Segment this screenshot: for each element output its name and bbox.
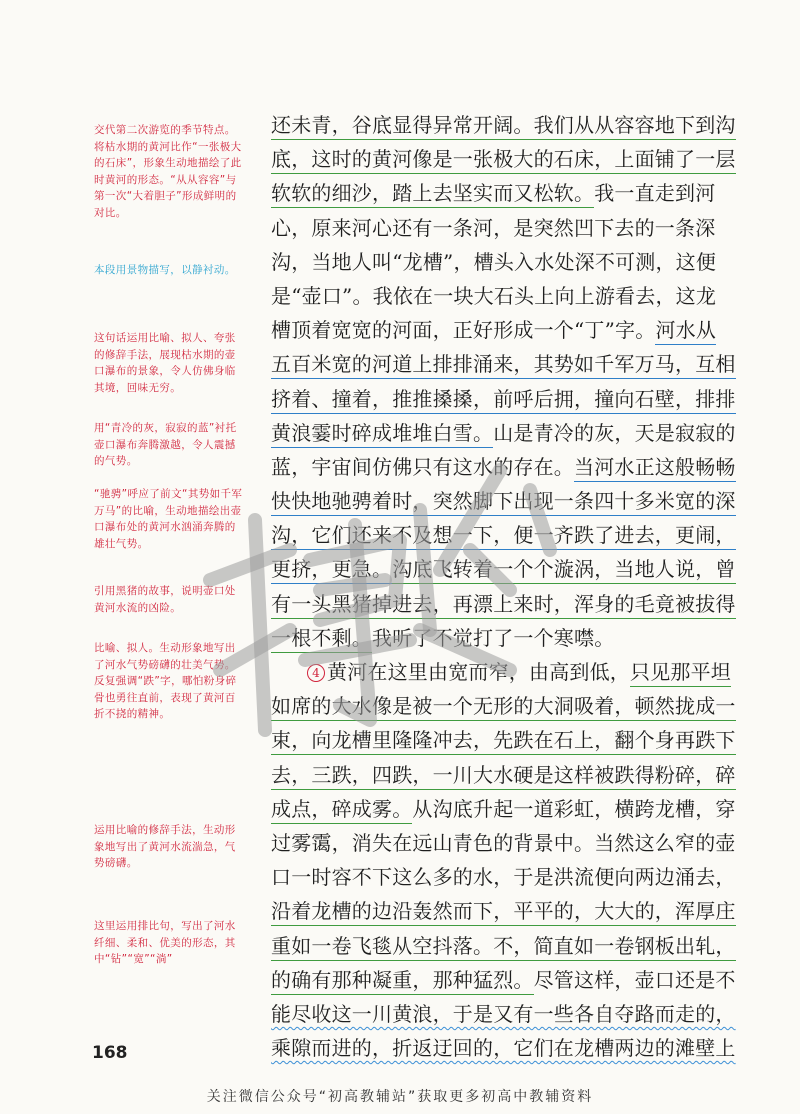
page-number: 168: [92, 1043, 128, 1063]
text-segment: 我一直走到河: [594, 181, 716, 206]
text-segment: 尽管这样，壶口还是不: [533, 967, 736, 992]
annotation-note: 本段用景物描写，以静衬动。: [94, 264, 236, 276]
text-segment: 我们从从容容地下到沟: [534, 113, 736, 140]
text-line: [271, 554, 736, 588]
text-line: [271, 349, 736, 383]
text-line: [271, 486, 736, 520]
text-segment: 乘隙而进的，折返迂回的，它们在龙槽两边的滩壁上: [271, 1036, 736, 1061]
text-line: [271, 520, 736, 554]
text-line: [271, 725, 736, 759]
text-segment: 还未青，谷底显得异常开阔。: [271, 113, 534, 140]
text-segment: 能尽收这一川黄浪，于是又有一些各自夺路而走的，: [271, 1001, 736, 1026]
paragraph-number: 4: [307, 664, 325, 682]
text-line: [271, 794, 736, 828]
text-line: [271, 657, 731, 691]
text-segment: 的确有那种凝重，那种猛烈。: [271, 968, 534, 995]
text-segment: 重如一卷飞毯从空抖落。不，简直如一卷钢板出轧，: [271, 934, 736, 961]
text-segment: 过雾霭，消失在远山青色的背景中。当然这么窄的壶: [271, 830, 736, 855]
text-segment: 挤着、撞着，推推搡搡，前呼后拥，撞向石壁，排排: [271, 387, 736, 414]
text-segment: 蓝，宇宙间仿佛只有这水的存在。: [271, 454, 574, 479]
text-segment: 一根不剩。: [271, 626, 372, 653]
text-line: [271, 862, 736, 896]
annotation-note: 用“青冷的灰，寂寂的蓝”衬托壶口瀑布奔腾激越，令人震撼的气势。: [94, 422, 237, 467]
body-text: [271, 110, 736, 1067]
text-line: [271, 247, 717, 281]
text-line: [271, 623, 701, 657]
text-segment: 五百米宽的河道上排排涌来，其势如千军万马，互相: [271, 352, 736, 379]
text-segment: 是“壶口”。我依在一块大石头上向上游看去，这龙: [271, 283, 717, 308]
annotation-note: 比喻、拟人。生动形象地写出了河水气势磅礴的壮美气势。反复强调“跌”字，哪怕粉身碎骨也勇往直前，表现了黄河百折不挠的精神。: [94, 642, 237, 720]
text-line: [271, 999, 736, 1033]
text-segment: 快快地驰骋着时，突然脚下出现一条四十多米宽的深: [271, 489, 736, 516]
annotation-note: 交代第二次游览的季节特点。将枯水期的黄河比作“一张极大的石床”，形象生动地描绘了此时黄河的形态。“从从容容”与第一次“大着胆子”形成鲜明的对比。: [94, 124, 242, 219]
text-line: [271, 315, 717, 349]
annotation-note: “驰骋”呼应了前文“其势如千军万马”的比喻，生动地描绘出壶口瀑布处的黄河水汹涌奔腾的雄壮气势。: [94, 488, 243, 550]
text-segment: 沟，当地人叫“龙槽”，槽头入水处深不可测，这便: [271, 249, 717, 274]
text-line: [271, 178, 716, 212]
text-segment: 河水从: [655, 318, 716, 345]
text-segment: 软软的细沙，踏上去坚实而又松软。: [271, 181, 594, 208]
text-line: [271, 452, 736, 486]
text-segment: 黄河在这里由宽而窄，由高到低，: [327, 660, 630, 684]
text-segment: 如席的大水像是被一个无形的大洞吸着，顿然拢成一: [271, 694, 736, 721]
text-line: [271, 896, 736, 930]
text-segment: 当河水正这般畅畅: [574, 455, 736, 482]
text-line: [271, 760, 736, 794]
text-segment: 从沟底升起一道彩虹，横跨龙槽，穿: [412, 796, 736, 821]
annotation-sidebar: [0, 0, 248, 1030]
text-line: [271, 144, 736, 178]
annotation-note: 这里运用排比句，写出了河水纤细、柔和、优美的形态，其中“钻”“宽”“淌”: [94, 920, 236, 965]
text-segment: 心，原来河心还有一条河，是突然凹下去的一条深: [271, 215, 716, 240]
text-line: [271, 965, 736, 999]
text-segment: 我听了不觉打了一个寒噤。: [372, 625, 615, 650]
text-segment: 沿着龙槽的边沿轰然而下，平平的，大大的，浑厚庄: [271, 899, 736, 926]
text-line: [271, 281, 717, 315]
footer-note: 关注微信公众号“初高教辅站”获取更多初高中教辅资料: [206, 1089, 594, 1105]
annotation-note: 引用黑猪的故事，说明壶口处黄河水流的凶险。: [94, 585, 236, 614]
text-segment: 成点，碎成雾。: [271, 797, 412, 824]
text-segment: 槽顶着宽宽的河面，正好形成一个“丁”字。: [271, 318, 656, 343]
text-line: [271, 418, 736, 452]
text-segment: 黄浪霎时碎成堆堆白雪。: [271, 421, 493, 448]
text-segment: 沟，它们还来不及想一下，便一齐跌了进去，更闹，: [271, 523, 736, 550]
text-segment: 山是青冷的灰，天是寂寂的: [493, 420, 736, 445]
text-line: [271, 828, 736, 862]
text-line: [271, 931, 736, 965]
text-segment: 更挤，更急。: [271, 557, 392, 584]
text-line: [271, 691, 736, 725]
annotation-note: 运用比喻的修辞手法，生动形象地写出了黄河水流湍急，气势磅礴。: [94, 824, 236, 869]
annotation-note: 这句话运用比喻、拟人、夸张的修辞手法，展现枯水期的壶口瀑布的景象，令人仿佛身临其境，回味无穷。: [94, 332, 236, 394]
text-line: [271, 213, 716, 247]
text-segment: 去，三跌，四跌，一川大水硬是这样被跌得粉碎，碎: [271, 763, 736, 790]
text-segment: 只见那平坦: [630, 660, 731, 687]
text-line: [271, 589, 736, 623]
text-segment: 沟底飞转着一个个漩涡，当地人说，曾: [392, 557, 735, 584]
text-segment: 束，向龙槽里隆隆冲去，先跌在石上，翻个身再跌下: [271, 728, 736, 755]
text-segment: 底，这时的黄河像是一张极大的石床，上面铺了一层: [271, 147, 736, 174]
text-line: [271, 110, 736, 144]
text-line: [271, 384, 736, 418]
text-segment: 口一时容不下这么多的水，于是洪流便向两边涌去，: [271, 865, 736, 890]
text-segment: 有一头黑猪掉进去，再漂上来时，浑身的毛竟被拔得: [271, 592, 736, 619]
text-line: [271, 1033, 736, 1067]
